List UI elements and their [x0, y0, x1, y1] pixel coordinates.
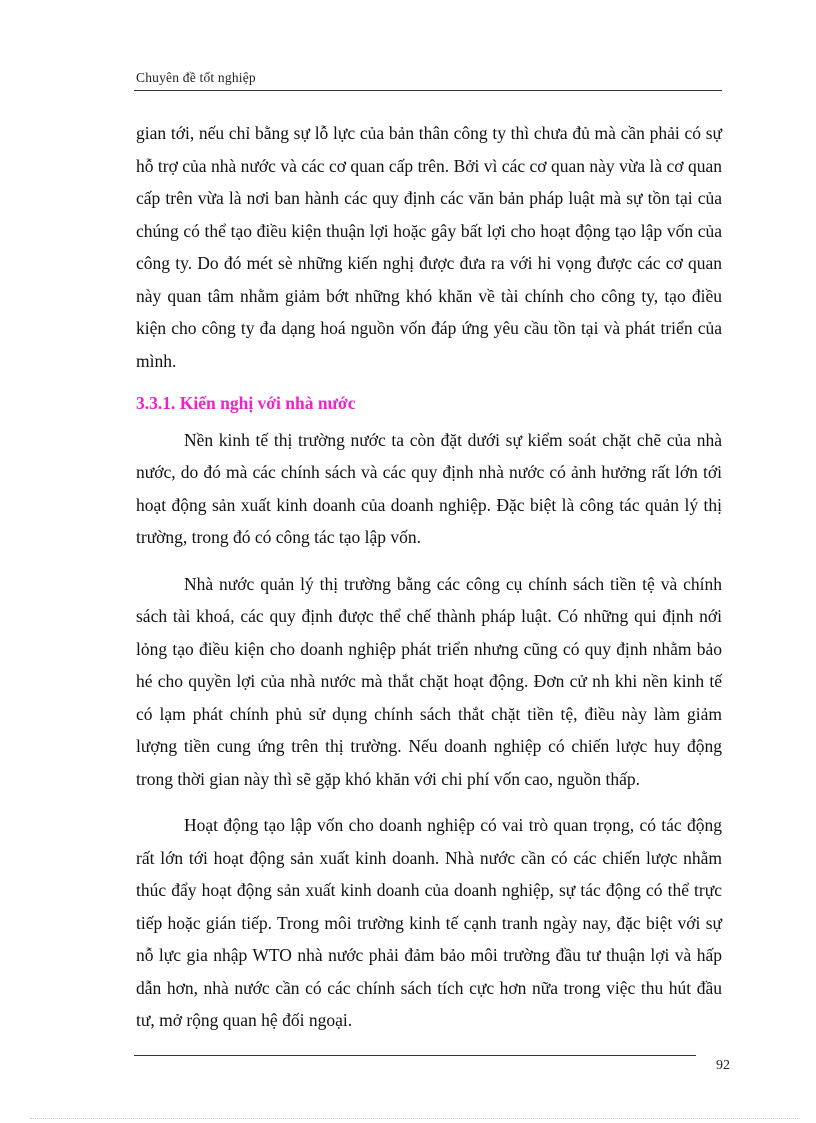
running-header: Chuyên đề tốt nghiệp — [136, 70, 256, 85]
header-rule — [134, 90, 722, 91]
page-edge-divider — [30, 1118, 800, 1119]
section-heading: 3.3.1. Kiến nghị với nhà nước — [136, 393, 356, 413]
body-text — [136, 117, 722, 1037]
page-number: 92 — [716, 1058, 730, 1073]
intro-paragraph: gian tới, nếu chỉ bằng sự lỗ lực của bản thân công ty thì chưa đủ mà cần phải có sự hỗ trợ của nhà nước và các cơ quan cấp trên. Bởi vì các cơ quan này vừa là cơ quan cấp trên vừa là nơi ban hành các quy định các văn bản pháp luật mà sự tồn tại của chúng có thể tạo điều kiện thuận lợi hoặc gây bất lợi cho hoạt động tạo lập vốn của công ty. Do đó mét sè những kiến nghị được đưa ra với hi vọng được các cơ quan này quan tâm nhằm giảm bớt những khó khăn về tài chính cho công ty, tạo điều kiện cho công ty đa dạng hoá nguồn vốn đáp ứng yêu cầu tồn tại và phát triển của mình. — [136, 123, 722, 371]
paragraph-3: Hoạt động tạo lập vốn cho doanh nghiệp có vai trò quan trọng, có tác động rất lớn tới hoạt động sản xuất kinh doanh. Nhà nước cần có các chiến lược nhằm thúc đẩy hoạt động sản xuất kinh doanh của doanh nghiệp, sự tác động có thể trực tiếp hoặc gián tiếp. Trong môi trường kinh tế cạnh tranh ngày nay, đặc biệt với sự nỗ lực gia nhập WTO nhà nước phải đảm bảo môi trường đầu tư thuận lợi và hấp dẫn hơn, nhà nước cần có các chính sách tích cực hơn nữa trong việc thu hút đầu tư, mở rộng quan hệ đối ngoại. — [136, 815, 722, 1030]
footer-rule — [134, 1055, 696, 1056]
paragraph-1: Nền kinh tế thị trường nước ta còn đặt dưới sự kiểm soát chặt chẽ của nhà nước, do đó mà các chính sách và các quy định nhà nước có ảnh hưởng rất lớn tới hoạt động sản xuất kinh doanh của doanh nghiệp. Đặc biệt là công tác quản lý thị trường, trong đó có công tác tạo lập vốn. — [136, 429, 722, 547]
paragraph-2: Nhà nước quản lý thị trường bằng các công cụ chính sách tiền tệ và chính sách tài khoá, các quy định được thể chế thành pháp luật. Có những qui định nới lỏng tạo điều kiện cho doanh nghiệp phát triển nhưng cũng có quy định nhằm bảo hé cho quyền lợi của nhà nước mà thắt chặt hoạt động. Đơn cử nh khi nền kinh tế có lạm phát chính phủ sử dụng chính sách thắt chặt tiền tệ, điều này làm giảm lượng tiền cung ứng trên thị trường. Nếu doanh nghiệp có chiến lược huy động trong thời gian này thì sẽ gặp khó khăn với chi phí vốn cao, nguồn thấp. — [136, 573, 722, 789]
